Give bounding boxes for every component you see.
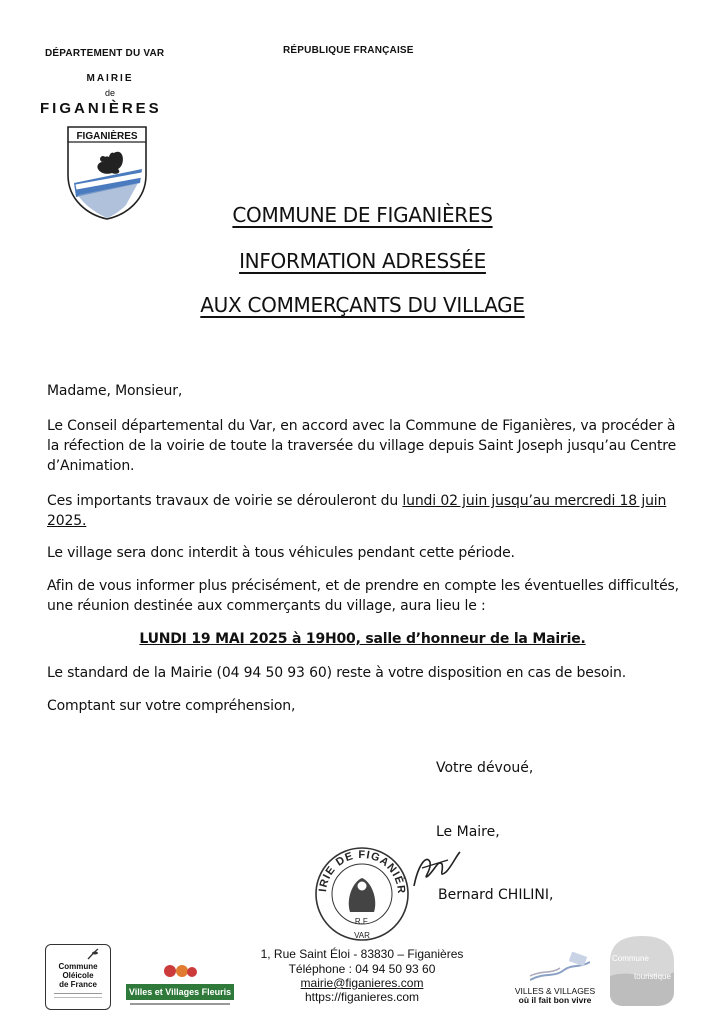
- meeting-date: LUNDI 19 MAI 2025 à 19H00, salle d’honneur de la Mairie.: [139, 631, 586, 647]
- mayor-name: Bernard CHILINI,: [438, 887, 554, 903]
- footer-address: 1, Rue Saint Éloi - 83830 – Figanières: [260, 947, 464, 961]
- paragraph-2-prefix: Ces importants travaux de voirie se dérouleront du: [47, 493, 403, 509]
- commune-oleicole-logo: [45, 944, 111, 1010]
- touristique-line-2: touristique: [634, 972, 671, 981]
- republic-label: RÉPUBLIQUE FRANÇAISE: [283, 45, 414, 56]
- landscape-icon: [530, 952, 590, 982]
- villes-villages-line-1: VILLES & VILLAGES: [514, 986, 596, 996]
- paragraph-1: Le Conseil départemental du Var, en accord avec la Commune de Figanières, va procéder à la réfection de la voirie de toute la traversée du village depuis Saint Joseph jusqu’au Centre d’Animation.: [47, 418, 677, 474]
- footer-website[interactable]: https://figanieres.com: [304, 990, 420, 1004]
- oleicole-line-2: Oléicole: [62, 971, 94, 980]
- oleicole-divider: [54, 993, 102, 994]
- title-line-2: INFORMATION ADRESSÉE: [239, 249, 486, 273]
- paragraph-6: Comptant sur votre compréhension,: [47, 698, 296, 714]
- footer-phone: Téléphone : 04 94 50 93 60: [288, 962, 436, 976]
- work-dates: lundi 02 juin jusqu’au mercredi 18 juin 2025.: [47, 493, 667, 529]
- oleicole-line-3: de France: [59, 980, 97, 989]
- title-line-1: COMMUNE DE FIGANIÈRES: [232, 203, 493, 227]
- footer-email-link[interactable]: mairie@figanieres.com: [300, 976, 424, 990]
- olive-branch-icon: [86, 947, 100, 961]
- department-label: DÉPARTEMENT DU VAR: [45, 48, 165, 59]
- stamp-var: VAR: [354, 931, 370, 940]
- greeting: Madame, Monsieur,: [47, 383, 183, 399]
- crest-label: FIGANIÈRES: [76, 131, 138, 142]
- paragraph-2: [47, 491, 687, 531]
- oleicole-divider-2: [54, 997, 102, 998]
- closing: Votre dévoué,: [436, 760, 534, 776]
- villes-villages-fleuris-logo: [126, 962, 234, 1008]
- stamp-rf: R.F.: [354, 917, 370, 926]
- town-name: FIGANIÈRES: [40, 100, 162, 117]
- paragraph-3: Le village sera donc interdit à tous véhicules pendant cette période.: [47, 545, 515, 561]
- oleicole-line-1: Commune: [58, 962, 98, 971]
- fleuris-subline: [130, 1003, 230, 1005]
- de-label: de: [104, 88, 115, 98]
- mairie-label: MAIRIE: [86, 73, 134, 84]
- stamp-text: IRIE DE FIGANIÈR: [317, 848, 408, 895]
- commune-touristique-logo: [604, 932, 680, 1008]
- mairie-stamp: [312, 842, 412, 942]
- stamp-emblem-icon: [349, 878, 376, 912]
- paragraph-5: Le standard de la Mairie (04 94 50 93 60) reste à votre disposition en cas de besoin.: [47, 665, 627, 681]
- title-line-3: AUX COMMERÇANTS DU VILLAGE: [200, 293, 525, 317]
- villes-villages-bon-vivre-logo: [510, 952, 600, 1008]
- touristique-line-1: Commune: [612, 954, 649, 963]
- mayor-role: Le Maire,: [436, 824, 500, 840]
- fleuris-label: Villes et Villages Fleuris: [126, 984, 234, 1000]
- flowers-icon: [158, 962, 202, 980]
- paragraph-4: Afin de vous informer plus précisément, et de prendre en compte les éventuelles difficultés, une réunion destinée aux commerçants du village, aura lieu le :: [47, 578, 679, 614]
- villes-villages-line-2: où il fait bon vivre: [518, 995, 592, 1005]
